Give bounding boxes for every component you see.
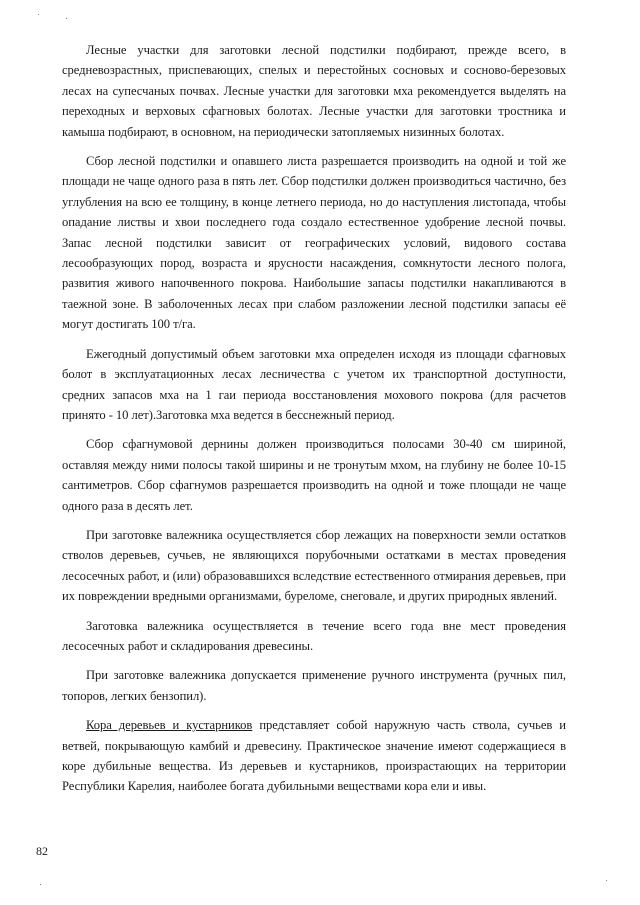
scan-speck [40,884,41,885]
paragraph-5: При заготовке валежника осуществляется сбор лежащих на поверхности земли остатков стволов деревьев, сучьев, не являющихся порубочными остатками в местах проведения лесосечных работ, и (или) образовавшихся вследствие естественного отмирания деревьев, при их повреждении вредными организмами, буреломе, снеговале, и других природных явлений. [62,527,566,604]
paragraph-1: Лесные участки для заготовки лесной подстилки подбирают, прежде всего, в средневозрастных, приспевающих, спелых и перестойных сосновых и сосново-березовых лесах на супесчаных почвах. Лесные участки для заготовки мха рекомендуется выделять на переходных и верховых сфагновых болотах. Лесные участки для заготовки тростника и камыша подбирают, в основном, на периодически затопляемых низинных болотах. [62,43,566,139]
scan-speck [38,14,39,15]
page-body [62,40,566,806]
scan-speck [606,880,607,881]
paragraph-8-text: представляет собой наружную часть ствола, сучьев и ветвей, покрывающую камбий и древесину. Практическое значение имеют содержащиеся в коре дубильные вещества. Из деревьев и кустарников, произрастающих на территории Республики Карелия, наиболее богата дубильными веществами кора ели и ивы. [62,718,566,794]
paragraph-8-underlined-term: Кора деревьев и кустарников [86,718,253,733]
paragraph-2: Сбор лесной подстилки и опавшего листа разрешается производить на одной и той же площади не чаще одного раза в пять лет. Сбор подстилки должен производиться частично, без углубления на всю ее толщину, в конце летнего периода, но до наступления листопада, чтобы опадание листвы и хвои последнего года создало естественное удобрение лесной почвы. Запас лесной подстилки зависит от географических условий, видового состава лесообразующих пород, возраста и ярусности насаждения, сомкнутости лесного полога, развития живого напочвенного покрова. Наибольшие запасы подстилки накапливаются в таежной зоне. В заболоченных лесах при слабом разложении лесной подстилки запасы её могут достигать 100 т/га. [62,154,566,332]
paragraph-6: Заготовка валежника осуществляется в течение всего года вне мест проведения лесосечных работ и складирования древесины. [62,618,566,653]
paragraph-3: Ежегодный допустимый объем заготовки мха определен исходя из площади сфагновых болот в эксплуатационных лесах лесничества с учетом их транспортной доступности, средних запасов мха на 1 гаи периода восстановления мохового покрова (для расчетов принято - 10 лет).Заготовка мха ведется в бесснежный период. [62,346,566,422]
paragraph-8 [62,715,566,797]
paragraph-7: При заготовке валежника допускается применение ручного инструмента (ручных пил, топоров, легких бензопил). [62,668,566,703]
paragraph-4: Сбор сфагнумовой дернины должен производиться полосами 30-40 см шириной, оставляя между ними полосы такой ширины и не тронутым мхом, на глубину не более 10-15 сантиметров. Сбор сфагнумов разрешается производить на одной и тоже площади не чаще одного раза в десять лет. [62,437,566,513]
page-number: 82 [36,844,48,858]
scan-speck [66,18,67,19]
